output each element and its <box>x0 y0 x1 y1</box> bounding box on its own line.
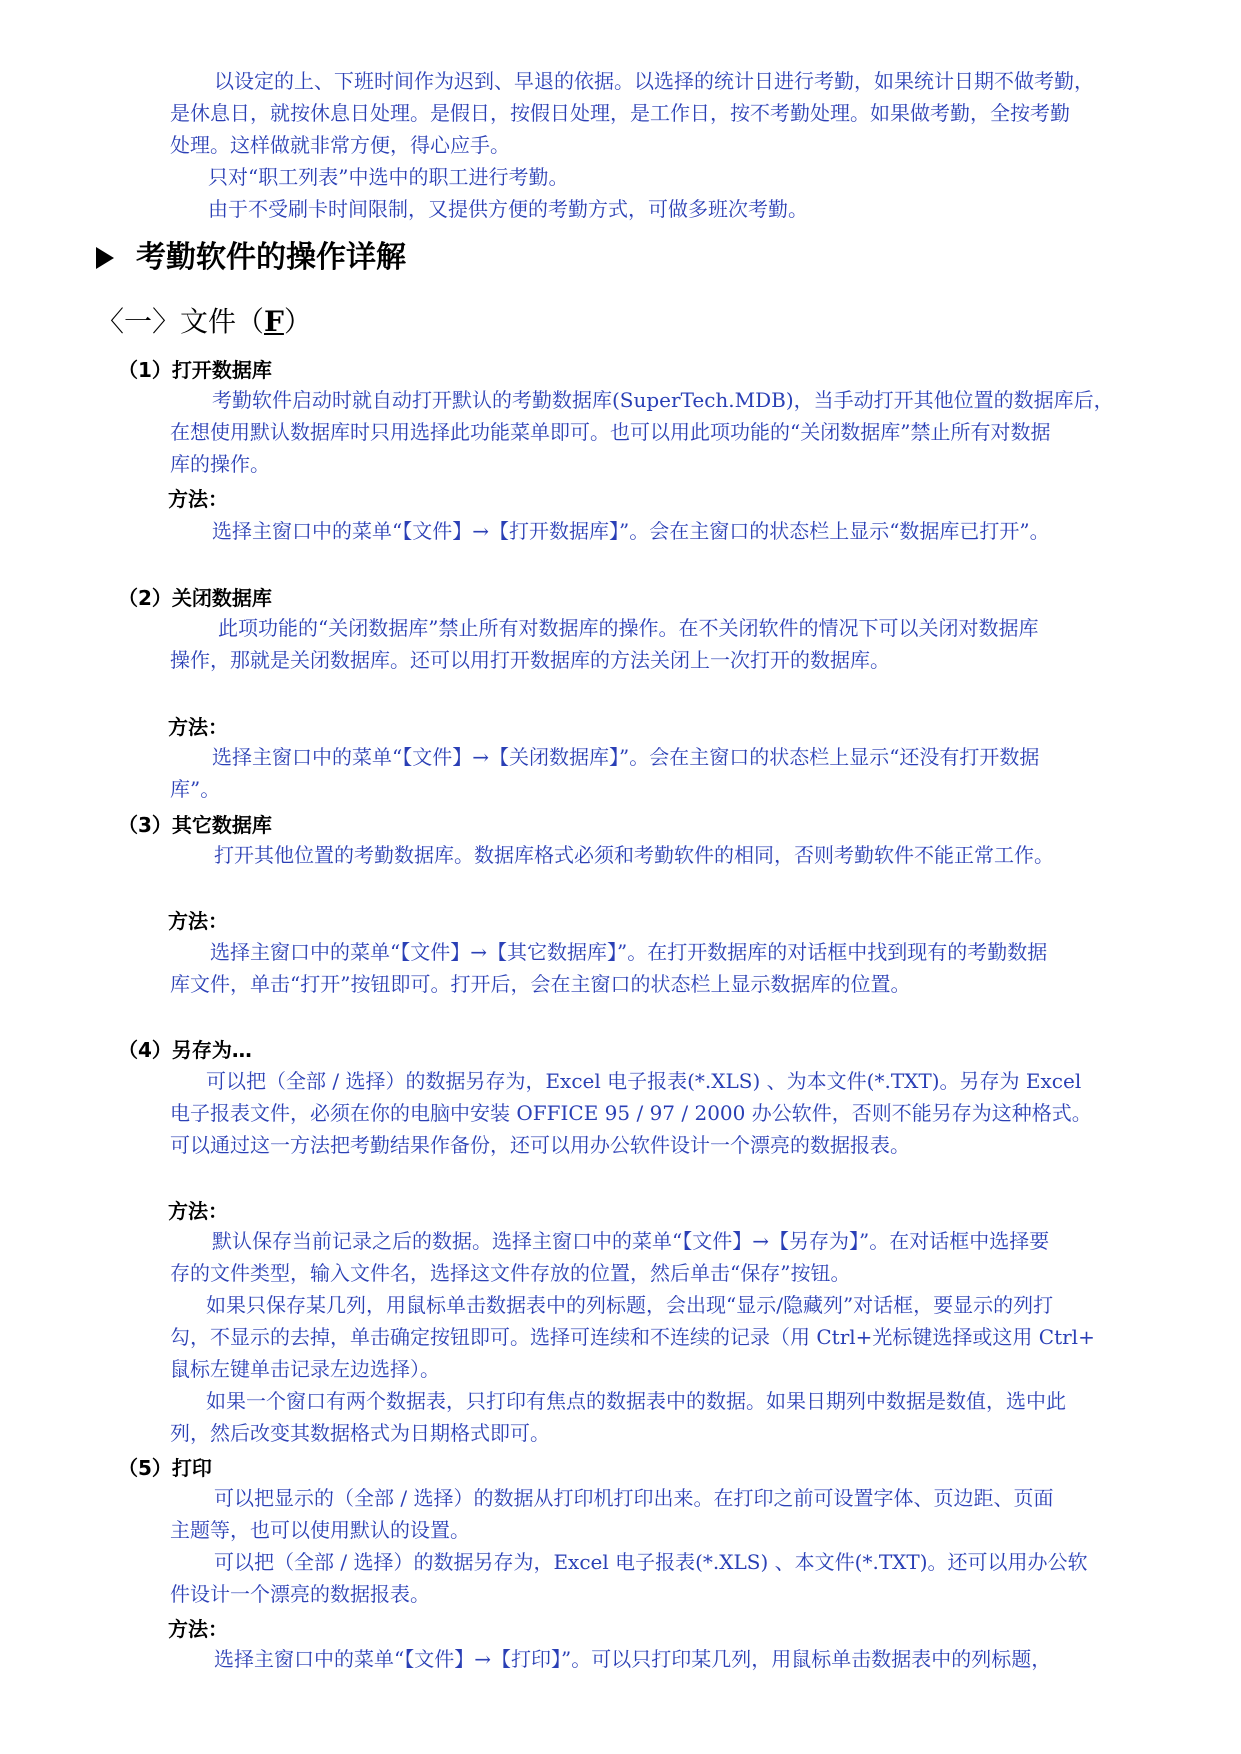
section-title: （3）其它数据库 <box>118 813 272 837</box>
method-label: 方法： <box>168 1617 228 1641</box>
section-title: （2）关闭数据库 <box>118 586 272 610</box>
file-heading-key: F <box>264 305 284 338</box>
section-desc-line: 电子报表文件，必须在你的电脑中安装 OFFICE 95 / 97 / 2000 办公软件，否则不能另存为这种格式。 <box>170 1101 1092 1125</box>
section-desc-line: 主题等，也可以使用默认的设置。 <box>170 1518 470 1542</box>
method-line: 库”。 <box>170 777 221 801</box>
method-label: 方法： <box>168 715 228 739</box>
intro-line: 以设定的上、下班时间作为迟到、早退的依据。以选择的统计日进行考勤，如果统计日期不做考勤， <box>214 69 1094 93</box>
section-desc-line: 可以把显示的（全部 / 选择）的数据从打印机打印出来。在打印之前可设置字体、页边距、页面 <box>214 1486 1054 1510</box>
section-desc-line: 件设计一个漂亮的数据报表。 <box>170 1582 430 1606</box>
file-heading-prefix: 〈一〉文件（ <box>96 305 265 338</box>
main-heading <box>96 232 406 276</box>
method-line: 存的文件类型，输入文件名，选择这文件存放的位置，然后单击“保存”按钮。 <box>170 1261 851 1285</box>
method-line: 勾，不显示的去掉，单击确定按钮即可。选择可连续和不连续的记录（用 Ctrl+光标键选择或这用 Ctrl+ <box>170 1325 1095 1349</box>
intro-line: 由于不受刷卡时间限制，又提供方便的考勤方式，可做多班次考勤。 <box>208 197 808 221</box>
section-desc-line: 可以把（全部 / 选择）的数据另存为，Excel 电子报表(*.XLS) 、本文件(*.TXT)。还可以用办公软 <box>214 1550 1088 1574</box>
method-line: 列，然后改变其数据格式为日期格式即可。 <box>170 1421 550 1445</box>
method-line: 如果只保存某几列，用鼠标单击数据表中的列标题，会出现“显示/隐藏列”对话框，要显示的列打 <box>206 1293 1054 1317</box>
section-desc-line: 可以把（全部 / 选择）的数据另存为，Excel 电子报表(*.XLS) 、为本文件(*.TXT)。另存为 Excel <box>206 1069 1082 1093</box>
section-title: （4）另存为… <box>118 1038 252 1062</box>
method-label: 方法： <box>168 909 228 933</box>
section-desc-line: 可以通过这一方法把考勤结果作备份，还可以用办公软件设计一个漂亮的数据报表。 <box>170 1133 910 1157</box>
arrow-bullet-icon <box>96 247 114 269</box>
method-line: 库文件，单击“打开”按钮即可。打开后，会在主窗口的状态栏上显示数据库的位置。 <box>170 972 911 996</box>
method-line: 选择主窗口中的菜单“【文件】→【关闭数据库】”。会在主窗口的状态栏上显示“还没有打开数据 <box>212 745 1040 769</box>
intro-line: 只对“职工列表”中选中的职工进行考勤。 <box>208 165 569 189</box>
section-desc-line: 此项功能的“关闭数据库”禁止所有对数据库的操作。在不关闭软件的情况下可以关闭对数据库 <box>218 616 1039 640</box>
method-line: 选择主窗口中的菜单“【文件】→【打印】”。可以只打印某几列，用鼠标单击数据表中的列标题， <box>214 1647 1052 1671</box>
section-title: （1）打开数据库 <box>118 358 272 382</box>
section-title: （5）打印 <box>118 1456 212 1480</box>
main-heading-text: 考勤软件的操作详解 <box>136 240 406 275</box>
section-desc-line: 考勤软件启动时就自动打开默认的考勤数据库(SuperTech.MDB)，当手动打开其他位置的数据库后， <box>212 388 1114 412</box>
method-line: 默认保存当前记录之后的数据。选择主窗口中的菜单“【文件】→【另存为】”。在对话框中选择要 <box>212 1229 1050 1253</box>
method-label: 方法： <box>168 1199 228 1223</box>
file-section-heading <box>96 300 312 340</box>
method-line: 如果一个窗口有两个数据表，只打印有焦点的数据表中的数据。如果日期列中数据是数值，选中此 <box>206 1389 1066 1413</box>
section-desc-line: 操作，那就是关闭数据库。还可以用打开数据库的方法关闭上一次打开的数据库。 <box>170 648 890 672</box>
section-desc-line: 库的操作。 <box>170 452 270 476</box>
method-line: 选择主窗口中的菜单“【文件】→【其它数据库】”。在打开数据库的对话框中找到现有的考勤数据 <box>210 940 1048 964</box>
method-line: 鼠标左键单击记录左边选择）。 <box>170 1357 440 1381</box>
file-heading-suffix: ） <box>283 305 312 338</box>
section-desc-line: 在想使用默认数据库时只用选择此功能菜单即可。也可以用此项功能的“关闭数据库”禁止所有对数据 <box>170 420 1051 444</box>
intro-line: 是休息日，就按休息日处理。是假日，按假日处理，是工作日，按不考勤处理。如果做考勤，全按考勤 <box>170 101 1070 125</box>
intro-line: 处理。这样做就非常方便，得心应手。 <box>170 133 510 157</box>
method-line: 选择主窗口中的菜单“【文件】→【打开数据库】”。会在主窗口的状态栏上显示“数据库已打开”。 <box>212 519 1050 543</box>
method-label: 方法： <box>168 487 228 511</box>
section-desc-line: 打开其他位置的考勤数据库。数据库格式必须和考勤软件的相同，否则考勤软件不能正常工作。 <box>214 843 1054 867</box>
